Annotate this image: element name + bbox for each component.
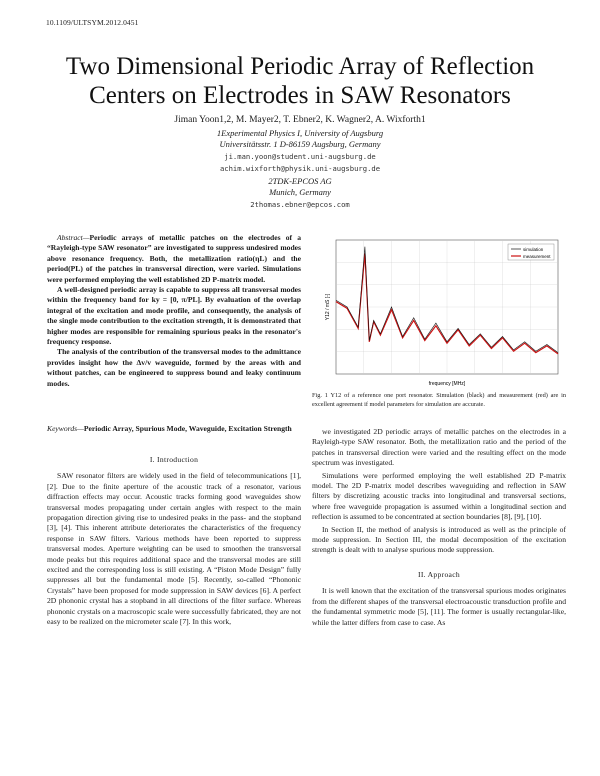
keywords [47,424,301,434]
keywords-label: Keywords— [47,424,84,433]
right-paragraph-1: we investigated 2D periodic arrays of metallic patches on the electrodes in a Rayleigh-type SAW resonator. Both, the metallization ratio and the period of the patches in transversal direction were varied and the resulting effect on the mode spectrum was investigated. [312,427,566,468]
abstract-p1 [47,233,301,285]
affiliation-1-address: Universitätsstr. 1 D-86159 Augsburg, Germany [219,139,381,149]
legend-label-simulation: simulation [523,247,544,252]
affiliation-1-email-2: achim.wixforth@physik.uni-augsburg.de [219,164,381,173]
keywords-p [47,424,301,434]
figure-caption: Fig. 1 Y12 of a reference one port resonator. Simulation (black) and measurement (red) are in excellent agreement if model parameters for simulation are accurate. [312,392,566,408]
section-heading-introduction: I. Introduction [149,455,199,464]
right-column-text [312,427,566,630]
author-list: Jiman Yoon1,2, M. Mayer2, T. Ebner2, K. Wagner2, A. Wixforth1 [174,115,426,125]
section-heading-approach: II. Approach [418,569,460,579]
affiliation-1-email-1: ji.man.yoon@student.uni-augsburg.de [224,152,376,161]
figure-admittance-plot [322,236,562,388]
abstract-p2: A well-designed periodic array is capable to suppress all transversal modes within the frequency band for ky = [0, π/PL]. By evaluation of the overlap integral of the excitation and mode profile, and consequently, the analysis of the single mode contribution to the excitation strength, it is demonstrated that higher modes are responsible for remaining spurious peaks in the resonator's frequency response. [47,285,301,347]
right-paragraph-3: In Section II, the method of analysis is introduced as well as the principle of mode suppression. In Section III, the modal decomposition of the excitation strength is dealt with to analyse spurious mode suppression. [312,524,566,555]
legend-label-measurement: measurement [523,254,551,259]
right-paragraph-2: Simulations were performed employing the well established 2D P-matrix model. The 2D P-matrix model describes waveguiding and reflection in SAW filters by discretizing acoustic tracks into longitudinal and transversal sections, where free waveguide propagation is assumed within a longitudinal section and reflection is assumed to be concentrated at section boundaries [8], [9], [10]. [312,470,566,522]
approach-paragraph: It is well known that the excitation of the transversal spurious modes originates from the different shapes of the transversal electroacoustic transduction profile and the fundamental symmetric mode [5], [11]. The former is usually rectangular-like, while the latter differs from case to case. As [312,586,566,627]
abstract-p3: The analysis of the contribution of the transversal modes to the admittance provides insight how the Δv/v waveguide, formed by the areas with and without patches, can be engineered to suppress bound and leaky continuum modes. [47,347,301,388]
section-introduction [47,449,301,630]
x-axis-label: frequency [MHz] [428,381,466,387]
affiliation-2-name: 2TDK-EPCOS AG [268,176,332,186]
affiliation-2-email: 2thomas.ebner@epcos.com [250,200,350,209]
paper-title: Two Dimensional Periodic Array of Reflection Centers on Electrodes in SAW Resonators [65,53,535,109]
doi: 10.1109/ULTSYM.2012.0451 [46,18,139,27]
affiliation-2-address: Munich, Germany [269,187,331,197]
abstract [47,233,301,389]
affiliation-1-name: 1Experimental Physics I, University of Augsburg [216,128,384,138]
intro-paragraph: SAW resonator filters are widely used in the field of telecommunications [1], [2]. Due to the finite aperture of the acoustic track of a resonator, various diffraction effects may occur. Acoustic tracks forming good waveguides show transversal modes propagating under certain angles with respect to the main propagation direction giving rise to undesired peaks in the pass- and the stopband [3], [4]. This inherent attribute deteriorates the characteristics of the frequency response in SAW filters. Various methods have been reported to suppress transversal modes. Aperture weighting can be used to smoothen the transversal mode peaks but this requires additional space and the transversal modes are still excited and the corresponding loss is still existing. A “Piston Mode Design” fully suppresses all but the fundamental mode [5]. Recently, so-called “Phononic Crystals” have been proposed for mode suppression in SAW devices [6]. A perfect 2D phononic crystal has a stopband in all directions of the filter surface. Whereas phononic crystals on a macroscopic scale were successfully fabricated, they are not easy to be realized on the micrometer scale [7]. In this work, [47,471,301,627]
y-axis-label: Y12 / mS [-] [325,293,331,321]
keywords-text: Periodic Array, Spurious Mode, Waveguide, Excitation Strength [83,424,292,433]
abstract-text-1: Periodic arrays of metallic patches on the electrodes of a “Rayleigh-type SAW resonator” are investigated to suppress undesired modes above resonance frequency. Both, the metallization ratio(ηL) and the period(PL) of the patches in transversal direction, were varied. Simulations were performed employing the well established 2D P-matrix model. [47,233,301,284]
abstract-label: Abstract— [57,233,90,242]
